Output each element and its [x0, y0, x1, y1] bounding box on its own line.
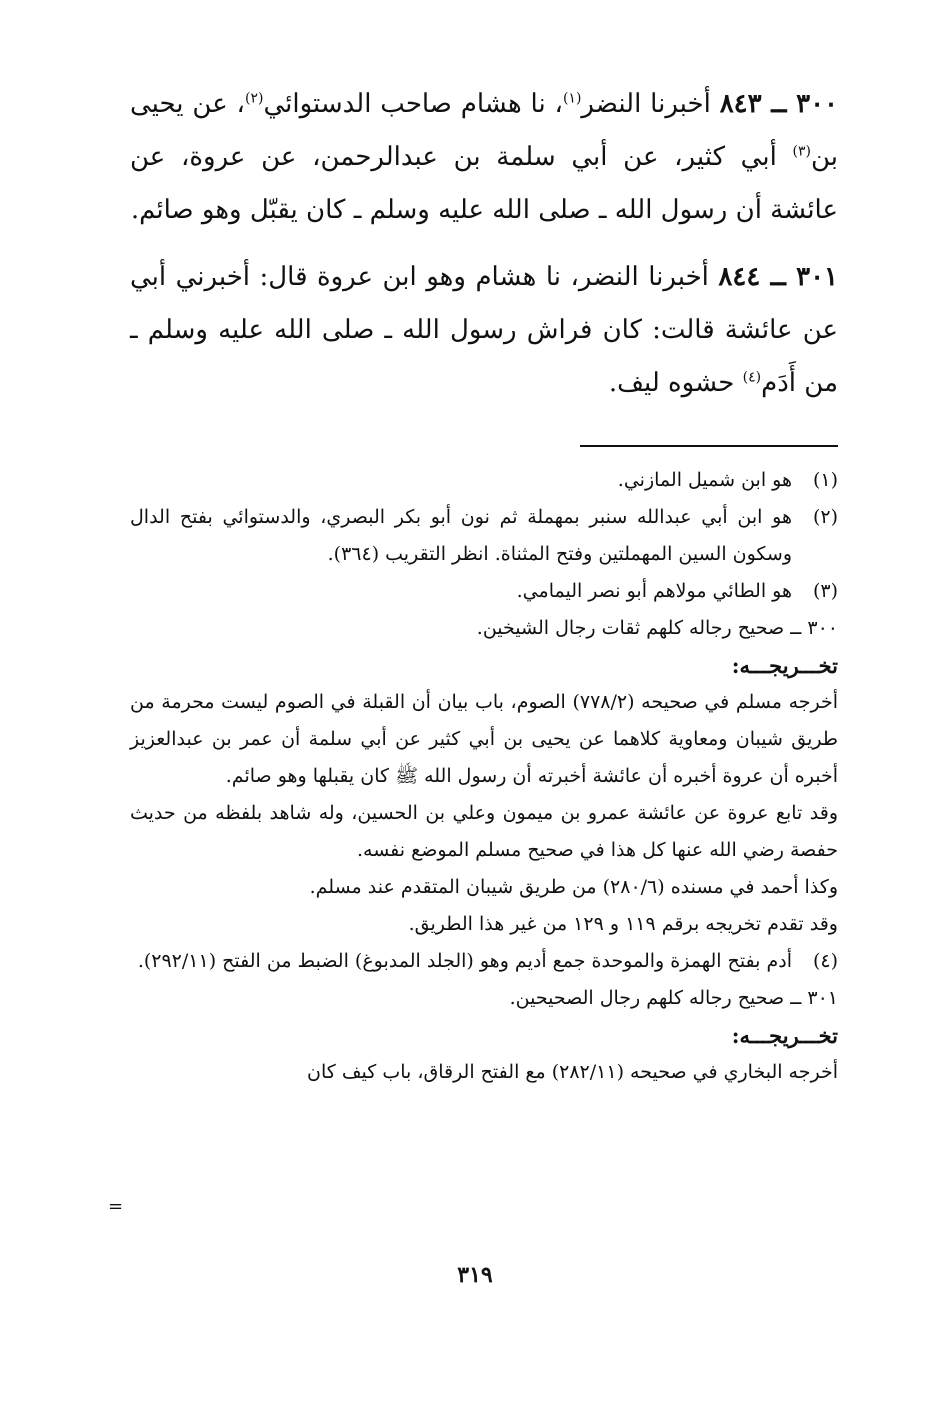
- main-text: [130, 78, 838, 424]
- commentary-300-heading: ٣٠٠ ــ صحيح رجاله كلهم ثقات رجال الشيخين.: [476, 617, 838, 639]
- hadith-text: أخبرنا النضر، نا هشام وهو ابن عروة قال: أخبرني أبي عن عائشة قالت: كان فراش رسول الله ـ صلى الله عليه وسلم ـ من أَدَم: [130, 262, 838, 398]
- hadith-number: ٣٠٠ ــ ٨٤٣: [719, 89, 839, 119]
- continuation-mark: =: [108, 1196, 124, 1217]
- footnote-4: [130, 943, 838, 980]
- footnote-ref: (٢): [244, 90, 264, 107]
- commentary-paragraph: وقد تابع عروة عن عائشة عمرو بن ميمون وعلي بن الحسين، وله شاهد بلفظه من حديث حفصة رضي الله عنها كل هذا في صحيح مسلم الموضع نفسه.: [130, 802, 838, 861]
- commentary-paragraph: أخرجه البخاري في صحيحه (٢٨٢/١١) مع الفتح الرقاق، باب كيف كان: [307, 1061, 838, 1083]
- commentary-paragraph: وقد تقدم تخريجه برقم ١١٩ و ١٢٩ من غير هذا الطريق.: [408, 913, 838, 935]
- footnote-ref: (١): [562, 90, 582, 107]
- footnote-text: أدم بفتح الهمزة والموحدة جمع أديم وهو (الجلد المدبوغ) الضبط من الفتح (٢٩٢/١١).: [137, 950, 792, 972]
- footnotes: [130, 462, 838, 1091]
- hadith-301: [130, 251, 838, 410]
- hadith-300: [130, 78, 838, 237]
- footnote-3: [130, 573, 838, 610]
- footnote-mark: (٤): [812, 950, 838, 972]
- takhrij-heading: تخـــريجـــه:: [731, 653, 838, 678]
- commentary-301-heading: ٣٠١ ــ صحيح رجاله كلهم رجال الصحيحين.: [509, 987, 838, 1009]
- hadith-text: أخبرنا النضر: [581, 89, 711, 119]
- footnote-ref: (٤): [742, 369, 762, 386]
- page-number: ٣١٩: [457, 1262, 493, 1288]
- footnote-mark: (١): [812, 469, 838, 491]
- footnote-text: هو ابن شميل المازني.: [617, 469, 792, 491]
- footnote-mark: (٣): [812, 580, 838, 602]
- hadith-text: حشوه ليف.: [608, 368, 743, 398]
- commentary-paragraph: أخرجه مسلم في صحيحه (٧٧٨/٢) الصوم، باب بيان أن القبلة في الصوم ليست محرمة من طريق شيبان ومعاوية كلاهما عن يحيى بن أبي كثير عن أبي سلمة أن عمر بن عبدالعزيز أخبره أن عروة أخبره أن عائشة أخبرته أن رسول الله ﷺ كان يقبلها وهو صائم.: [130, 691, 839, 787]
- hadith-text: ، عن يحيى بن: [130, 89, 838, 172]
- footnote-mark: (٢): [812, 506, 838, 528]
- commentary-paragraph: وكذا أحمد في مسنده (٢٨٠/٦) من طريق شيبان المتقدم عند مسلم.: [309, 876, 838, 898]
- footnote-text: هو ابن أبي عبدالله سنبر بمهملة ثم نون أبو بكر البصري، والدستوائي بفتح الدال وسكون السين المهملتين وفتح المثناة. انظر التقريب (٣٦٤).: [130, 506, 792, 565]
- takhrij-heading: تخـــريجـــه:: [731, 1023, 838, 1048]
- footnote-2: [130, 499, 838, 573]
- hadith-text: ، نا هشام صاحب الدستوائي: [263, 89, 563, 119]
- footnote-ref: (٣): [792, 143, 811, 160]
- hadith-number: ٣٠١ ــ ٨٤٤: [718, 262, 839, 292]
- footnote-divider: [580, 445, 838, 447]
- hadith-text: أبي كثير، عن أبي سلمة بن عبدالرحمن، عن عروة، عن عائشة أن رسول الله ـ صلى الله عليه وسلم ـ كان يقبّل وهو صائم.: [130, 142, 838, 225]
- footnote-text: هو الطائي مولاهم أبو نصر اليمامي.: [516, 580, 792, 602]
- footnote-1: [130, 462, 838, 499]
